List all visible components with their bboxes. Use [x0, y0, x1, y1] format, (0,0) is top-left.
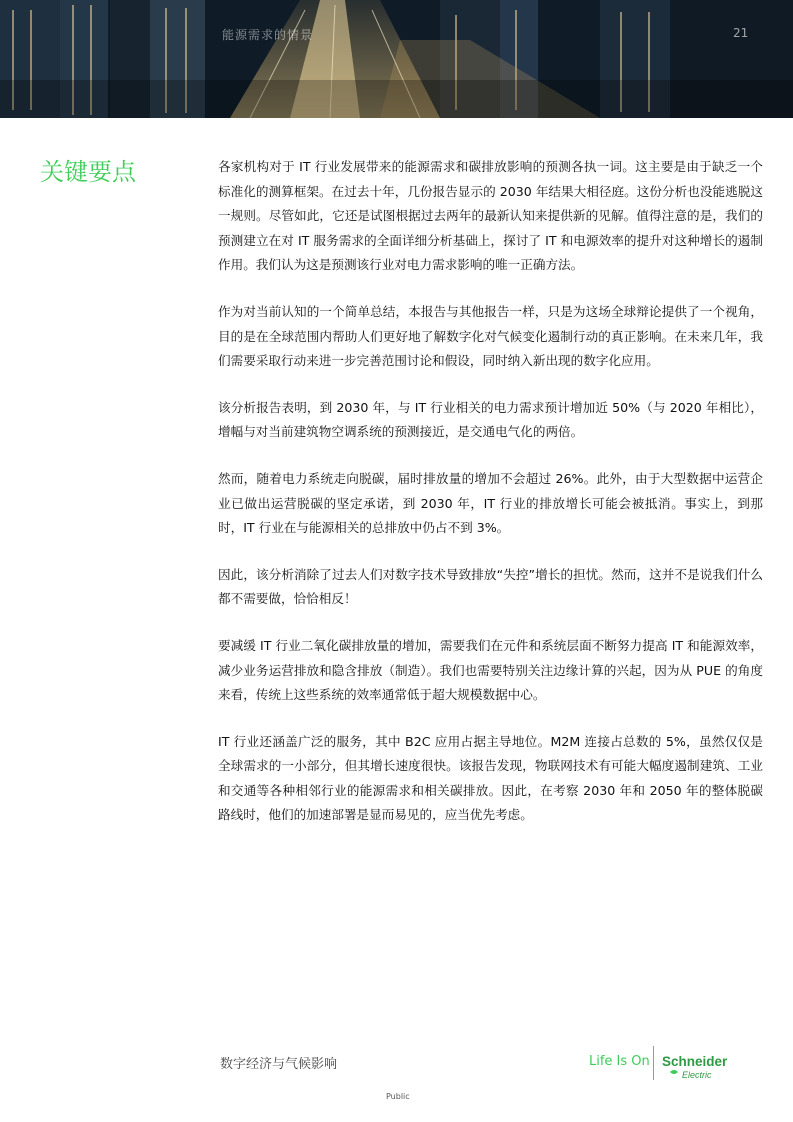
paragraph-5: 因此，该分析消除了过去人们对数字技术导致排放“失控”增长的担忧。然而，这并不是说我们什么都不需要做，恰恰相反！	[218, 566, 763, 607]
paragraph-6: 要减缓 IT 行业二氧化碳排放量的增加，需要我们在元件和系统层面不断努力提高 IT 和能源效率，减少业务运营排放和隐含排放（制造）。我们也需要特别关注边缘计算的兴起，因为从 PUE 的角度来看，传统上这些系统的效率通常低于超大规模数据中心。	[218, 637, 763, 703]
paragraph-4: 然而，随着电力系统走向脱碳，届时排放量的增加不会超过 26%。此外，由于大型数据中运营企业已做出运营脱碳的坚定承诺，到 2030 年，IT 行业的排放增长可能会被抵消。事实上，到那时，IT 行业在与能源相关的总排放中仍占不到 3%。	[218, 470, 763, 536]
life-is-on-tagline: Life Is On	[589, 1054, 650, 1069]
header-banner-image	[0, 0, 793, 118]
city-night-skyline	[0, 0, 793, 118]
section-title: 关键要点	[40, 158, 136, 186]
paragraph-2: 作为对当前认知的一个简单总结，本报告与其他报告一样，只是为这场全球辩论提供了一个视角，目的是在全球范围内帮助人们更好地了解数字化对气候变化遏制行动的真正影响。在未来几年，我们需要采取行动来进一步完善范围讨论和假设，同时纳入新出现的数字化应用。	[218, 303, 763, 369]
classification-label: Public	[386, 1092, 410, 1101]
logo-divider	[653, 1046, 654, 1080]
logo-brand-sub: Electric	[682, 1070, 712, 1080]
paragraph-3: 该分析报告表明，到 2030 年，与 IT 行业相关的电力需求预计增加近 50%（与 2020 年相比），增幅与对当前建筑物空调系统的预测接近，是交通电气化的两倍。	[218, 399, 763, 440]
page-number: 21	[733, 26, 749, 40]
paragraph-1: 各家机构对于 IT 行业发展带来的能源需求和碳排放影响的预测各执一词。这主要是由于缺乏一个标准化的测算框架。在过去十年，几份报告显示的 2030 年结果大相径庭。这份分析也没能逃脱这一规则。尽管如此，它还是试图根据过去两年的最新认知来提供新的见解。值得注意的是，我们的预测建立在对 IT 服务需求的全面详细分析基础上，探讨了 IT 和电源效率的提升对这种增长的遏制作用。我们认为这是预测该行业对电力需求影响的唯一正确方法。	[218, 159, 763, 273]
header-running-title: 能源需求的情景	[222, 28, 314, 42]
body-text	[218, 155, 763, 850]
paragraph-7: IT 行业还涵盖广泛的服务，其中 B2C 应用占据主导地位。M2M 连接占总数的 5%，虽然仅仅是全球需求的一小部分，但其增长速度很快。该报告发现，物联网技术有可能大幅度遏制建筑、工业和交通等各种相邻行业的能源需求和相关碳排放。因此，在考察 2030 年和 2050 年的整体脱碳路线时，他们的加速部署是显而易见的，应当优先考虑。	[218, 733, 763, 823]
logo-swirl-icon	[670, 1070, 678, 1074]
logo-brand-name: Schneider	[662, 1054, 728, 1069]
schneider-electric-logo	[662, 1052, 742, 1082]
footer-document-title: 数字经济与气候影响	[220, 1057, 338, 1072]
